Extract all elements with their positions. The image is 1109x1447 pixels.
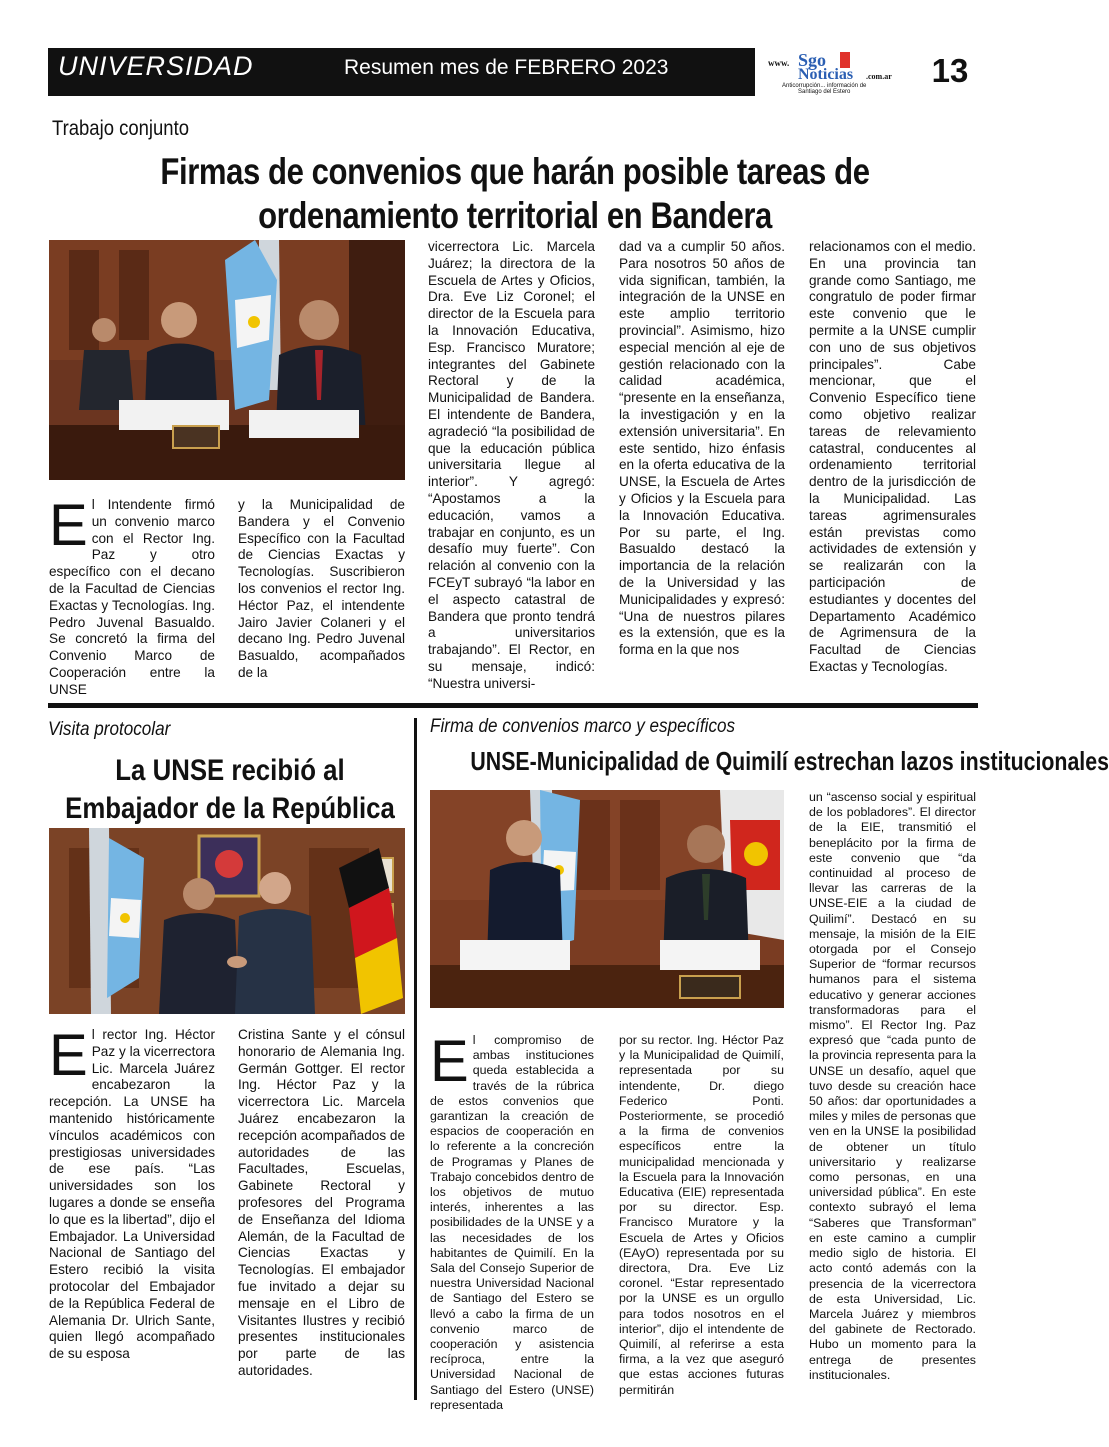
article2-text-1: l rector Ing. Héctor Paz y la vicerrectora Lic. Marcela Juárez encabezaron la recepción. La UNSE ha mantenido históricamente vínculos académicos con prestigiosas universidades de ese país. “Las universidades son los lugares a donde se enseña lo que es la libertad”, dijo el Embajador. La Universidad Nacional de Santiago del Estero recibió la visita protocolar del Embajador de la República Federal de Alemania Dr. Ulrich Sante, quien llegó acompañado de su esposa [49, 1027, 215, 1362]
article2-dropcap: E [49, 1023, 88, 1088]
article1-column-4 [619, 239, 785, 689]
article1-text-3: vicerrectora Lic. Marcela Juárez; la directora de la Escuela de Artes y Oficios, Dra. Eve Liz Coronel; el director de la Escuela para la Innovación Educativa, Esp. Francisco Muratore; integrantes del Gabinete Rectoral y de la Municipalidad de Bandera. El intendente de Bandera, agradeció “la posibilidad de que la educación pública universitaria llegue al interior”. Y agregó: “Apostamos a la educación, vamos a trabajar en conjunto, es un desafío muy fuerte”. Con relación al convenio con la FCEyT subrayó “la labor en el aspecto catastral de Bandera que pronto tendrá a universitarios trabajando”. El Rector, en su mensaje, indicó: “Nuestra universi- [428, 239, 595, 691]
publication-logo [764, 50, 914, 96]
article1-text-1: l Intendente firmó un convenio marco con el Rector Ing. Paz y otro específico con el decano de la Facultad de Ciencias Exactas y Tecnologías. Ing. Pedro Juvenal Basualdo. Se concretó la firma del Convenio Marco de Cooperación entre la UNSE [49, 497, 215, 697]
logo-tagline-2: Santiago del Estero [798, 89, 851, 95]
article1-headline: Firmas de convenios que harán posible tareas de ordenamiento territorial en Bandera [160, 151, 870, 236]
article2-column-2 [238, 1027, 405, 1392]
article3-kicker: Firma de convenios marco y específicos [430, 716, 736, 737]
article3-text-2: por su rector. Ing. Héctor Paz y la Municipalidad de Quimilí, representada por su intendente, Dr. diego Federico Ponti. Posteriormente, se procedió a la firma de convenios específicos entre la municipalidad mencionada y la Escuela para la Innovación Educativa (EIE) representada por su director. Esp. Francisco Muratore y la Escuela de Artes y Oficios (EAyO) representada por su directora, Dra. Eve Liz coronel. “Estar representado por la UNSE es un orgullo para todos nosotros en el interior”, dijo el intendente de Quimilí, al referirse a esta firma, a la vez que aseguró que estas acciones futuras permitirán [619, 1033, 784, 1397]
logo-noticias: Noticias [798, 66, 854, 83]
page-number: 13 [931, 52, 969, 89]
article2-kicker: Visita protocolar [48, 719, 171, 740]
article1-kicker: Trabajo conjunto [52, 117, 189, 140]
article2-column-1 [49, 1023, 215, 1392]
photo-bandera-signing [49, 240, 405, 480]
article2-headline: La UNSE recibió al Embajador de la República [65, 754, 395, 825]
article3-column-2 [619, 1033, 784, 1397]
article2-text-2: Cristina Sante y el cónsul honorario de Alemania Ing. Germán Gottger. El rector Ing. Héctor Paz y la vicerrectora Lic. Marcela Juárez encabezaron la recepción acompañados de autoridades de las Facultades, Escuelas, Gabinete Rectoral y profesores del Programa de Enseñanza del Idioma Alemán, de la Facultad de Ciencias Exactas y Tecnologías. El embajador fue invitado a dejar su mensaje en el Libro de Visitantes Ilustres y recibió presentes institucionales por parte de las autoridades. [238, 1027, 406, 1378]
article1-column-3 [428, 239, 595, 689]
article3-dropcap: E [430, 1029, 469, 1094]
article3-column-3 [809, 790, 976, 1393]
article1-column-2 [238, 497, 405, 689]
article3-text-1: l compromiso de ambas instituciones queda establecida a través de la rúbrica de estos convenios que garantizan la creación de espacios de cooperación en lo referente a la concreción de Programas y Planes de Trabajo concebidos dentro de los objetivos de mutuo interés, inherentes a las posibilidades de la UNSE y a las necesidades de los habitantes de Quimilí. En la Sala del Consejo Superior de nuestra Universidad Nacional de Santiago del Estero se llevó a cabo la firma de un convenio marco de cooperación y asistencia recíproca, entre la Universidad Nacional de Santiago del Estero (UNSE) representada [430, 1033, 594, 1412]
photo-ambassador-visit [49, 828, 405, 1014]
article3-headline: UNSE-Municipalidad de Quimilí estrechan lazos institucionales [470, 746, 1109, 776]
section-divider [48, 703, 978, 708]
logo-tagline: Anticorrupción... información de [782, 83, 867, 89]
article3-column-1 [430, 1029, 594, 1412]
photo-quimili-signing [430, 790, 784, 1008]
logo-sgo: Sgo [798, 50, 827, 70]
section-name: UNIVERSIDAD [58, 51, 254, 81]
article1-text-5: relacionamos con el medio. En una provincia tan grande como Santiago, me congratulo de poder firmar este convenio que le permite a la UNSE cumplir con uno de sus objetivos principales”. Cabe mencionar, que el Convenio Específico tiene como objetivo realizar tareas de relevamiento catastral, conducentes al ordenamiento territorial dentro de la jurisdicción de la Municipalidad. Las tareas agrimensurales están previstas como actividades de extensión y se realizarán con la participación de estudiantes y docentes del Departamento Académico de Agrimensura de la Facultad de Ciencias Exactas y Tecnologías. [809, 239, 976, 674]
article1-text-2: y la Municipalidad de Bandera y el Convenio Específico con la Facultad de Ciencias Exactas y Tecnologías. Suscribieron los convenios el rector Ing. Héctor Paz, el intendente Jairo Javier Colaneri y el decano Ing. Pedro Juvenal Basualdo, acompañados de la [238, 497, 405, 680]
logo-www: www. [768, 58, 790, 68]
section-header-bar [48, 48, 755, 96]
article3-text-3: un “ascenso social y espiritual de los pobladores”. El director de la EIE, transmitió el beneplácito por la firma de este convenio que “da continuidad al proceso de llevar las carreras de la UNSE-EIE a la ciudad de Quilimí”. Destacó en su mensaje, la misión de la EIE otorgada por el Consejo Superior de “formar recursos humanos para el sistema educativo y generar acciones transformadoras para el mismo”. El Rector Ing. Paz expresó que “cada punto de la provincia representa para la UNSE un desafío, aquel que tuvo desde su creación hace 50 años: dar oportunidades a miles y miles de personas que ven en la UNSE la posibilidad de obtener un título universitario y realizarse como personas, en una universidad pública”. En este contexto subrayó el lema “Saberes que Transforman” en este camino a cumplir medio siglo de historia. El acto contó además con la presencia de la vicerrectora de esta Universidad, Lic. Marcela Juárez y miembros del gabinete de Rectorado. Hubo un momento para la entrega de presentes institucionales. [809, 790, 976, 1382]
article1-text-4: dad va a cumplir 50 años. Para nosotros 50 años de vida significan, también, la integración de la UNSE en este amplio territorio provincial”. Asimismo, hizo especial mención al eje de gestión relacionado con la calidad académica, “presente en la enseñanza, la investigación y en la extensión universitaria”. En este sentido, hizo énfasis en la oferta educativa de la UNSE, la Escuela de Artes y Oficios y la Escuela para la Innovación Educativa. Por su parte, el Ing. Basualdo destacó la importancia de la relación de la Universidad y las Municipalidades y expresó: “Una de nuestros pilares es la extensión, que es la forma en la que nos [619, 239, 785, 658]
article1-column-5 [809, 239, 976, 689]
article1-column-1 [49, 493, 215, 697]
column-divider [414, 718, 417, 1400]
logo-domain: .com.ar [866, 72, 892, 81]
article1-dropcap: E [49, 493, 88, 558]
month-summary: Resumen mes de FEBRERO 2023 [344, 56, 669, 79]
